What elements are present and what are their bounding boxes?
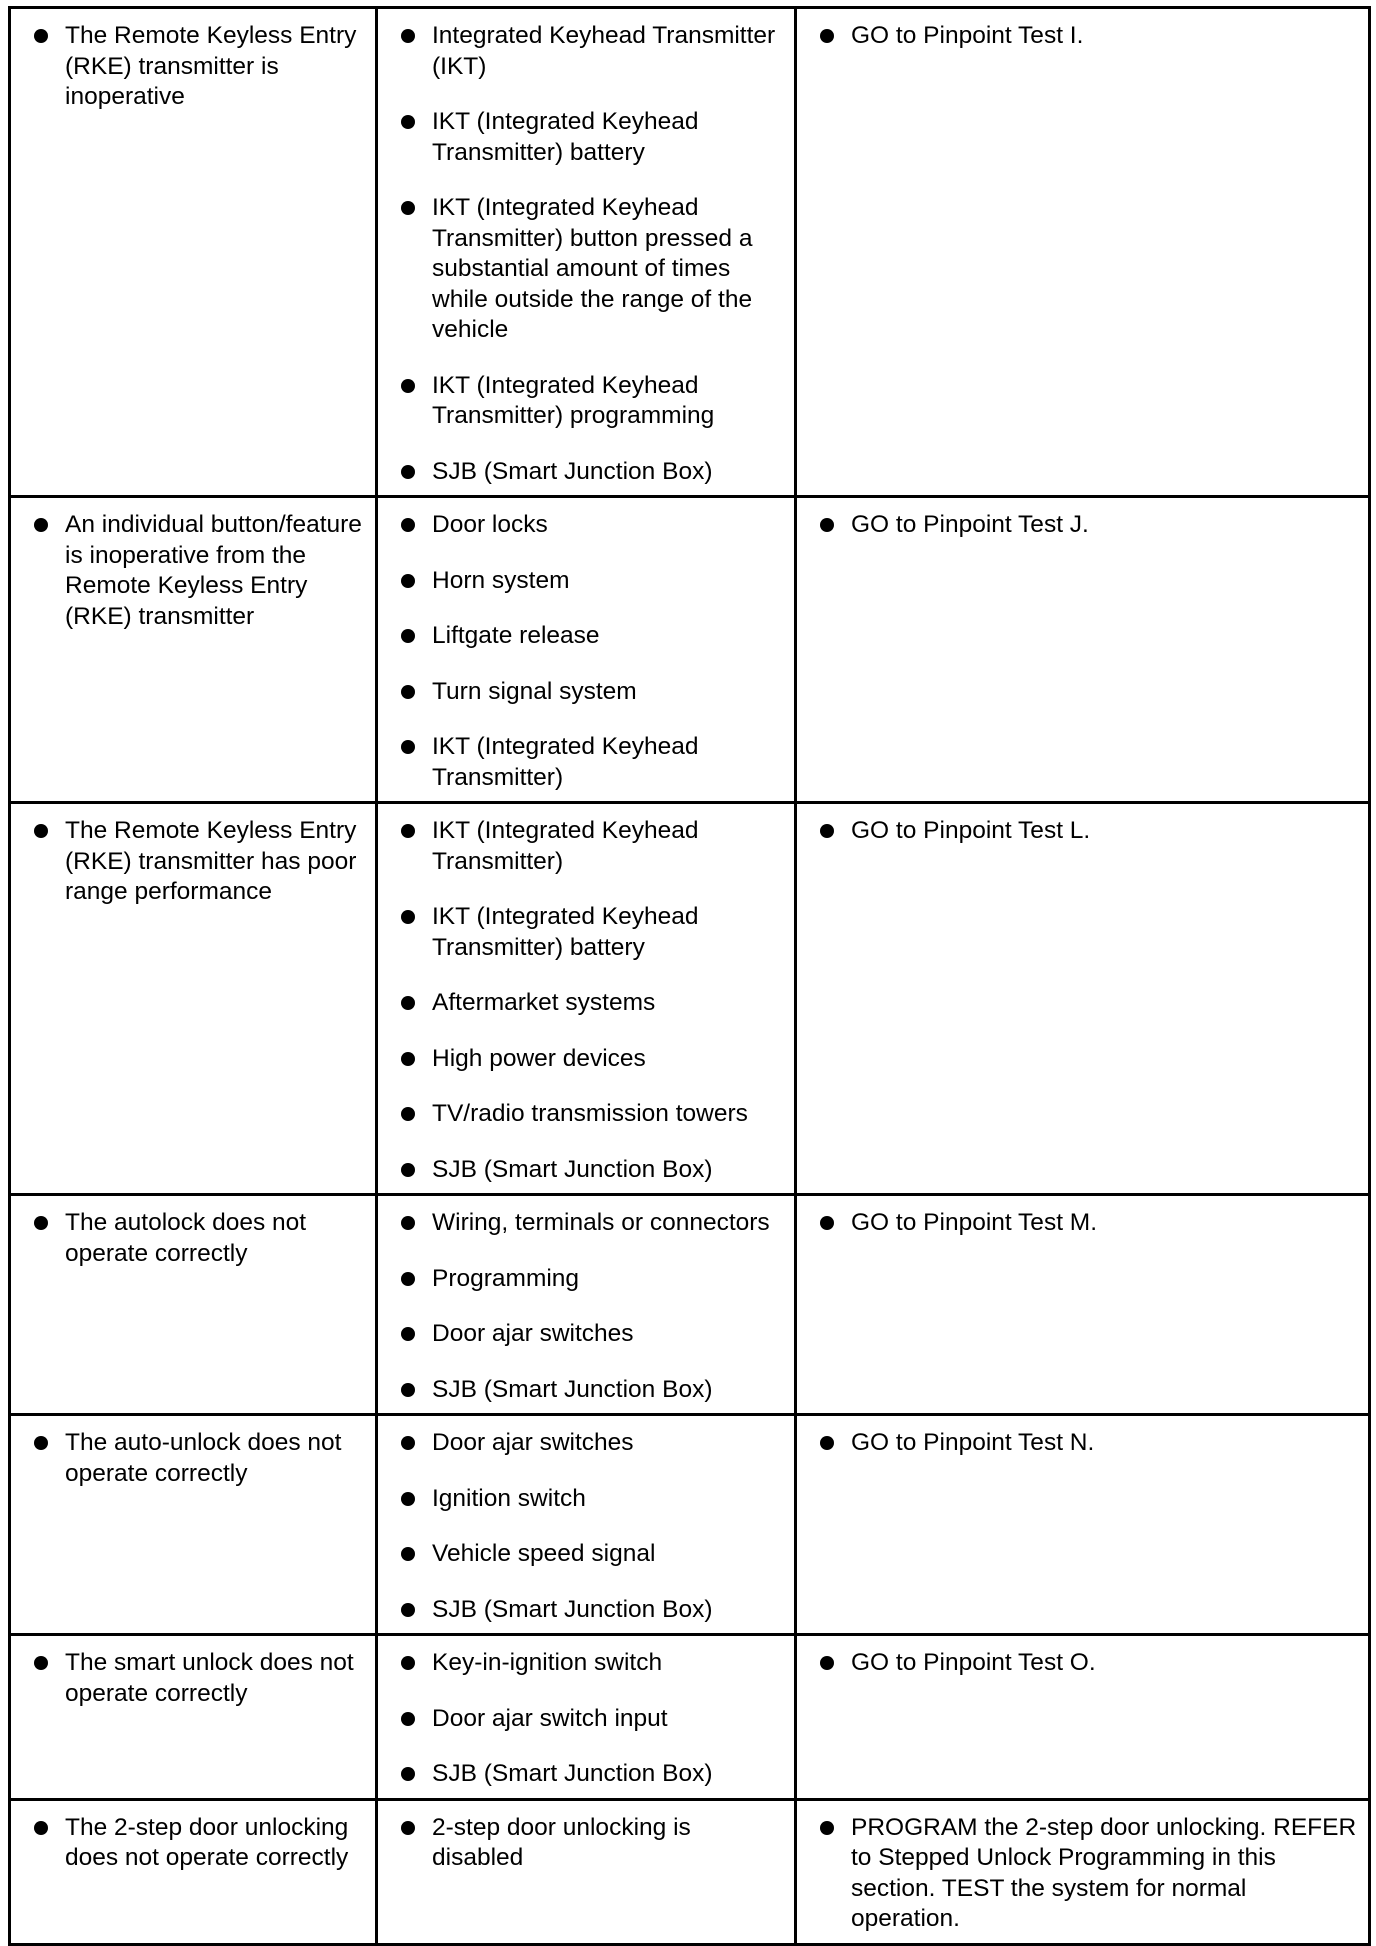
table-row — [10, 497, 1370, 803]
list-item — [398, 621, 784, 652]
action-cell — [796, 1635, 1370, 1800]
list-item — [817, 816, 1358, 847]
action-cell — [796, 1195, 1370, 1415]
bullet-icon — [401, 824, 415, 838]
bullet-icon — [401, 629, 415, 643]
bullet-icon — [401, 1383, 415, 1397]
possible-source-cell-list — [398, 1428, 784, 1625]
possible-source-cell — [377, 1195, 796, 1415]
list-item-text: Horn system — [432, 566, 570, 594]
list-item — [31, 1208, 365, 1269]
list-item-text: Aftermarket systems — [432, 989, 656, 1016]
bullet-icon — [401, 1712, 415, 1726]
condition-cell-list — [31, 1428, 365, 1489]
list-item — [398, 566, 784, 597]
list-item — [398, 457, 784, 488]
action-cell — [796, 8, 1370, 497]
bullet-icon — [401, 1821, 415, 1835]
bullet-icon — [401, 1216, 415, 1230]
bullet-icon — [401, 1603, 415, 1617]
bullet-icon — [401, 1327, 415, 1341]
condition-cell-list — [31, 816, 365, 908]
bullet-icon — [401, 518, 415, 532]
list-item-text: An individual button/feature is inoperative from the Remote Keyless Entry (RKE) transmitter — [65, 511, 362, 630]
condition-cell — [10, 497, 377, 803]
table-row — [10, 1195, 1370, 1415]
list-item-text: IKT (Integrated Keyhead Transmitter) battery — [432, 108, 699, 166]
list-item — [398, 732, 784, 793]
list-item-text: Door ajar switch input — [432, 1704, 668, 1732]
bullet-icon — [401, 740, 415, 754]
table-row — [10, 803, 1370, 1195]
list-item — [817, 21, 1358, 52]
list-item — [398, 1484, 784, 1515]
action-cell — [796, 1799, 1370, 1944]
symptom-chart — [8, 6, 1368, 1946]
action-cell-list — [817, 1428, 1358, 1459]
list-item — [31, 1428, 365, 1489]
list-item-text: Door ajar switches — [432, 1320, 634, 1347]
list-item — [31, 1648, 365, 1709]
bullet-icon — [34, 29, 48, 43]
bullet-icon — [34, 1216, 48, 1230]
condition-cell-list — [31, 21, 365, 113]
list-item — [398, 21, 784, 82]
bullet-icon — [401, 201, 415, 215]
bullet-icon — [401, 465, 415, 479]
bullet-icon — [401, 1052, 415, 1066]
bullet-icon — [820, 1216, 834, 1230]
list-item — [398, 1208, 784, 1239]
list-item-text: TV/radio transmission towers — [432, 1100, 748, 1127]
action-cell-list — [817, 1813, 1358, 1935]
bullet-icon — [401, 574, 415, 588]
bullet-icon — [401, 1163, 415, 1177]
bullet-icon — [820, 29, 834, 43]
bullet-icon — [820, 824, 834, 838]
possible-source-cell — [377, 1799, 796, 1944]
list-item — [817, 1428, 1358, 1459]
list-item-text: IKT (Integrated Keyhead Transmitter) — [432, 733, 699, 791]
list-item-text: Programming — [432, 1264, 580, 1292]
list-item-text: SJB (Smart Junction Box) — [432, 1760, 713, 1787]
bullet-icon — [401, 1272, 415, 1286]
bullet-icon — [401, 1767, 415, 1781]
list-item — [398, 1155, 784, 1186]
condition-cell — [10, 803, 377, 1195]
list-item — [398, 677, 784, 708]
bullet-icon — [820, 518, 834, 532]
bullet-icon — [401, 685, 415, 699]
bullet-icon — [401, 910, 415, 924]
bullet-icon — [401, 1107, 415, 1121]
list-item-text: Door ajar switches — [432, 1429, 634, 1456]
list-item-text: Liftgate release — [432, 622, 600, 649]
bullet-icon — [401, 29, 415, 43]
list-item-text: GO to Pinpoint Test J. — [851, 511, 1089, 538]
list-item — [398, 988, 784, 1019]
list-item-text: The 2-step door unlocking does not operate correctly — [65, 1813, 349, 1871]
condition-cell — [10, 1415, 377, 1635]
possible-source-cell-list — [398, 21, 784, 487]
list-item — [398, 371, 784, 432]
list-item-text: GO to Pinpoint Test I. — [851, 22, 1084, 49]
list-item — [817, 1648, 1358, 1679]
list-item-text: Wiring, terminals or connectors — [432, 1209, 770, 1236]
list-item-text: The Remote Keyless Entry (RKE) transmitter is inoperative — [65, 22, 357, 110]
bullet-icon — [401, 1547, 415, 1561]
list-item-text: High power devices — [432, 1044, 646, 1072]
possible-source-cell — [377, 1635, 796, 1800]
action-cell — [796, 497, 1370, 803]
list-item — [31, 1813, 365, 1874]
list-item — [398, 1648, 784, 1679]
list-item-text: GO to Pinpoint Test O. — [851, 1649, 1096, 1676]
condition-cell — [10, 8, 377, 497]
action-cell — [796, 1415, 1370, 1635]
possible-source-cell-list — [398, 1813, 784, 1874]
list-item — [817, 1813, 1358, 1935]
list-item — [31, 21, 365, 113]
table-row — [10, 8, 1370, 497]
bullet-icon — [34, 1436, 48, 1450]
list-item — [398, 193, 784, 346]
table-row — [10, 1635, 1370, 1800]
bullet-icon — [34, 824, 48, 838]
list-item-text: The Remote Keyless Entry (RKE) transmitter has poor range performance — [65, 817, 357, 905]
table-row — [10, 1799, 1370, 1944]
list-item — [398, 1759, 784, 1790]
action-cell-list — [817, 1208, 1358, 1239]
list-item — [398, 1099, 784, 1130]
list-item-text: SJB (Smart Junction Box) — [432, 1595, 713, 1623]
list-item — [398, 107, 784, 168]
table-row — [10, 1415, 1370, 1635]
list-item — [31, 510, 365, 632]
condition-cell — [10, 1195, 377, 1415]
list-item — [398, 510, 784, 541]
bullet-icon — [401, 996, 415, 1010]
list-item — [398, 1704, 784, 1735]
list-item — [31, 816, 365, 908]
possible-source-cell — [377, 803, 796, 1195]
bullet-icon — [34, 1656, 48, 1670]
bullet-icon — [820, 1656, 834, 1670]
possible-source-cell-list — [398, 816, 784, 1185]
list-item — [398, 816, 784, 877]
list-item — [398, 1375, 784, 1406]
list-item-text: Door locks — [432, 511, 548, 538]
action-cell — [796, 803, 1370, 1195]
condition-cell — [10, 1799, 377, 1944]
bullet-icon — [401, 379, 415, 393]
list-item-text: IKT (Integrated Keyhead Transmitter) button pressed a substantial amount of times while outside the range of the vehicle — [432, 194, 753, 343]
list-item — [398, 1813, 784, 1874]
list-item — [398, 1264, 784, 1295]
list-item-text: SJB (Smart Junction Box) — [432, 1375, 713, 1403]
action-cell-list — [817, 21, 1358, 52]
possible-source-cell — [377, 1415, 796, 1635]
list-item-text: GO to Pinpoint Test M. — [851, 1209, 1098, 1236]
list-item-text: PROGRAM the 2-step door unlocking. REFER to Stepped Unlock Programming in this section. TEST the system for normal operation. — [851, 1813, 1357, 1932]
list-item-text: The autolock does not operate correctly — [65, 1209, 307, 1267]
possible-source-cell-list — [398, 1208, 784, 1405]
bullet-icon — [401, 1656, 415, 1670]
list-item-text: Integrated Keyhead Transmitter (IKT) — [432, 22, 776, 80]
possible-source-cell — [377, 8, 796, 497]
condition-cell-list — [31, 1648, 365, 1709]
list-item-text: IKT (Integrated Keyhead Transmitter) — [432, 817, 699, 875]
list-item-text: The auto-unlock does not operate correctly — [65, 1429, 342, 1487]
list-item-text: GO to Pinpoint Test N. — [851, 1429, 1095, 1456]
list-item — [817, 510, 1358, 541]
list-item-text: 2-step door unlocking is disabled — [432, 1813, 691, 1871]
action-cell-list — [817, 816, 1358, 847]
list-item-text: Vehicle speed signal — [432, 1540, 656, 1567]
condition-cell-list — [31, 1813, 365, 1874]
list-item — [398, 902, 784, 963]
condition-cell-list — [31, 510, 365, 632]
list-item-text: Key-in-ignition switch — [432, 1649, 663, 1676]
list-item — [398, 1539, 784, 1570]
list-item-text: GO to Pinpoint Test L. — [851, 817, 1091, 844]
bullet-icon — [401, 1492, 415, 1506]
action-cell-list — [817, 510, 1358, 541]
list-item-text: IKT (Integrated Keyhead Transmitter) programming — [432, 371, 715, 429]
list-item-text: IKT (Integrated Keyhead Transmitter) battery — [432, 903, 699, 961]
bullet-icon — [401, 115, 415, 129]
condition-cell — [10, 1635, 377, 1800]
bullet-icon — [820, 1821, 834, 1835]
list-item — [398, 1595, 784, 1626]
possible-source-cell-list — [398, 510, 784, 793]
bullet-icon — [820, 1436, 834, 1450]
symptom-table-body — [10, 8, 1370, 1945]
list-item-text: The smart unlock does not operate correctly — [65, 1649, 354, 1707]
symptom-table — [8, 6, 1371, 1946]
list-item — [398, 1428, 784, 1459]
list-item-text: SJB (Smart Junction Box) — [432, 1155, 713, 1183]
bullet-icon — [401, 1436, 415, 1450]
action-cell-list — [817, 1648, 1358, 1679]
list-item — [817, 1208, 1358, 1239]
list-item-text: Turn signal system — [432, 677, 637, 705]
list-item-text: Ignition switch — [432, 1484, 586, 1512]
list-item-text: SJB (Smart Junction Box) — [432, 457, 713, 485]
condition-cell-list — [31, 1208, 365, 1269]
bullet-icon — [34, 518, 48, 532]
possible-source-cell — [377, 497, 796, 803]
possible-source-cell-list — [398, 1648, 784, 1790]
bullet-icon — [34, 1821, 48, 1835]
list-item — [398, 1319, 784, 1350]
list-item — [398, 1044, 784, 1075]
